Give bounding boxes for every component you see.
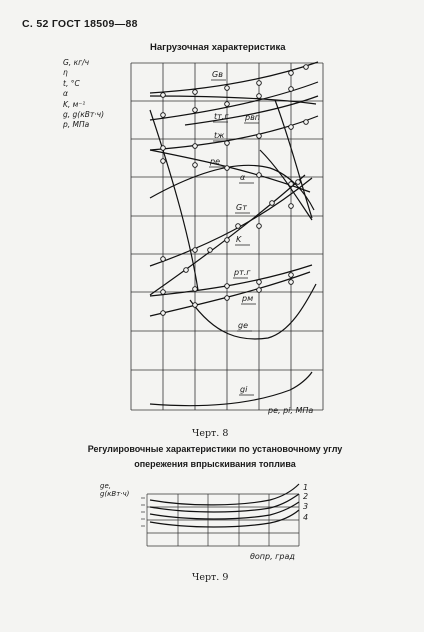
curve-number: 3 [303,502,309,511]
curve-label: Gв [212,70,223,79]
figure-9-title: Регулировочные характеристики по установочному углу опережения впрыскивания топлива [87,444,343,469]
curve-label: pт.г [234,268,251,277]
data-point-marker [225,86,230,91]
data-point-marker [257,224,262,229]
figure-8-title: Нагрузочная характеристика [150,42,286,53]
figure-8-caption: Черт. 8 [192,428,229,439]
data-point-marker [208,248,213,253]
curve-label: gi [240,385,248,394]
data-point-marker [225,166,230,171]
data-point-marker [184,268,189,273]
curve-label: K [236,235,242,244]
data-point-marker [161,290,166,295]
data-point-marker [289,273,294,278]
data-point-marker [225,141,230,146]
data-point-marker [257,173,262,178]
data-point-marker [270,201,275,206]
y-axis-label: η [63,68,68,78]
data-point-marker [257,94,262,99]
figure-9-x-axis-label: θопр, град [250,552,295,561]
curve-t-zh [150,116,318,150]
data-point-marker [193,248,198,253]
curve-diag-1 [275,100,312,218]
data-point-marker [225,296,230,301]
curve-label: gе [238,321,248,330]
curve-label: tт.г [214,112,229,121]
data-point-marker [225,102,230,107]
curve-label: pм [242,294,254,303]
figure-9-curves [150,484,299,527]
data-point-marker [304,120,309,125]
data-point-marker [289,71,294,76]
curve-label: tж [214,131,225,140]
figure-9-caption: Черт. 9 [192,572,229,583]
y-axis-label: t, °C [63,78,80,88]
curve-label: α [240,173,246,182]
y-axis-label: g, g(кВт·ч) [63,110,105,120]
y-axis-label: K, м⁻¹ [63,99,86,109]
data-point-marker [304,65,309,70]
page-header: С. 52 ГОСТ 18509—88 [22,18,138,30]
data-point-marker [193,144,198,149]
data-point-marker [257,280,262,285]
data-point-marker [289,204,294,209]
data-point-marker [289,125,294,130]
y-axis-label: p, МПа [63,120,90,130]
data-point-marker [161,257,166,262]
data-point-marker [161,159,166,164]
figure-8-curves [150,62,318,406]
curve-1 [150,484,299,505]
data-point-marker [289,87,294,92]
curve-label: Gт [236,203,247,212]
data-point-marker [257,81,262,86]
curve-label: pе [210,157,220,166]
y-axis-label: G, кг/ч [63,58,90,67]
figure-8-x-axis-label: pе, pi, МПа [268,406,314,415]
data-point-marker [289,182,294,187]
data-point-marker [257,134,262,139]
curve-label: pвп [245,113,261,122]
data-point-marker [296,180,301,185]
data-point-marker [161,93,166,98]
curve-number: 4 [303,513,309,522]
data-point-marker [161,146,166,151]
data-point-marker [236,224,241,229]
curve-k [150,175,305,295]
figure-9-curve-numbers [303,483,308,522]
data-point-marker [161,113,166,118]
data-point-marker [193,108,198,113]
data-point-marker [225,284,230,289]
data-point-marker [161,311,166,316]
curve-g-t [150,178,312,266]
data-point-marker [193,287,198,292]
curve-number: 2 [303,492,309,501]
curve-number: 1 [303,483,309,492]
curve-g-i [150,372,312,406]
data-point-marker [225,238,230,243]
figure-9-y-axis-label: gе, g(кВт·ч) [100,482,130,498]
data-point-marker [193,90,198,95]
curve-p-tg [150,265,312,296]
data-point-marker [193,303,198,308]
data-point-marker [289,280,294,285]
data-point-marker [257,288,262,293]
data-point-marker [193,163,198,168]
y-axis-label: α [63,89,68,99]
